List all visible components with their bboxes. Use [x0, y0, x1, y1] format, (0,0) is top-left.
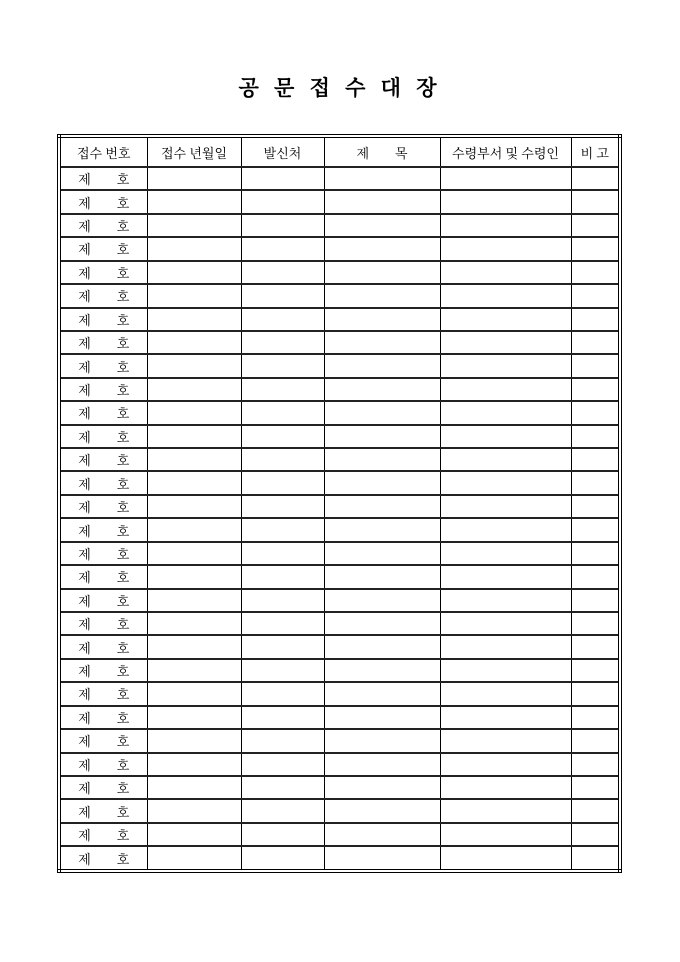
empty-cell-recipient-dept [440, 799, 571, 822]
empty-cell-receipt-date [147, 261, 241, 284]
empty-cell-sender [241, 799, 324, 822]
empty-cell-recipient-dept [440, 425, 571, 448]
row-label-cell: 제 호 [59, 518, 147, 541]
col-header-remarks: 비 고 [571, 136, 620, 167]
empty-cell-subject [324, 753, 440, 776]
empty-cell-remarks [571, 378, 620, 401]
empty-cell-recipient-dept [440, 214, 571, 237]
empty-cell-sender [241, 425, 324, 448]
empty-cell-receipt-date [147, 846, 241, 871]
empty-cell-receipt-date [147, 753, 241, 776]
empty-cell-sender [241, 308, 324, 331]
col-header-receipt-number: 접수 번호 [59, 136, 147, 167]
empty-cell-subject [324, 776, 440, 799]
empty-cell-receipt-date [147, 425, 241, 448]
empty-cell-receipt-date [147, 331, 241, 354]
empty-cell-subject [324, 237, 440, 260]
empty-cell-remarks [571, 354, 620, 377]
empty-cell-recipient-dept [440, 190, 571, 213]
row-label-cell: 제 호 [59, 167, 147, 190]
row-label-cell: 제 호 [59, 495, 147, 518]
empty-cell-receipt-date [147, 495, 241, 518]
empty-cell-sender [241, 331, 324, 354]
empty-cell-subject [324, 706, 440, 729]
table-row [59, 776, 620, 799]
empty-cell-recipient-dept [440, 776, 571, 799]
empty-cell-remarks [571, 471, 620, 494]
empty-cell-sender [241, 495, 324, 518]
row-label-cell: 제 호 [59, 729, 147, 752]
col-header-sender: 발신처 [241, 136, 324, 167]
empty-cell-remarks [571, 589, 620, 612]
empty-cell-sender [241, 471, 324, 494]
empty-cell-sender [241, 682, 324, 705]
table-row [59, 425, 620, 448]
empty-cell-sender [241, 706, 324, 729]
table-row [59, 659, 620, 682]
empty-cell-sender [241, 261, 324, 284]
empty-cell-recipient-dept [440, 284, 571, 307]
table-row [59, 471, 620, 494]
table-row [59, 823, 620, 846]
row-label-cell: 제 호 [59, 635, 147, 658]
empty-cell-receipt-date [147, 565, 241, 588]
table-row [59, 589, 620, 612]
empty-cell-subject [324, 823, 440, 846]
row-label-cell: 제 호 [59, 354, 147, 377]
row-label-cell: 제 호 [59, 401, 147, 424]
empty-cell-sender [241, 612, 324, 635]
empty-cell-remarks [571, 823, 620, 846]
empty-cell-remarks [571, 448, 620, 471]
row-label-cell: 제 호 [59, 378, 147, 401]
empty-cell-recipient-dept [440, 471, 571, 494]
empty-cell-remarks [571, 542, 620, 565]
empty-cell-receipt-date [147, 167, 241, 190]
empty-cell-sender [241, 659, 324, 682]
row-label-cell: 제 호 [59, 214, 147, 237]
empty-cell-sender [241, 448, 324, 471]
empty-cell-sender [241, 565, 324, 588]
table-row [59, 729, 620, 752]
row-label-cell: 제 호 [59, 612, 147, 635]
empty-cell-receipt-date [147, 237, 241, 260]
receipt-register-table [57, 134, 622, 873]
empty-cell-remarks [571, 425, 620, 448]
empty-cell-receipt-date [147, 471, 241, 494]
empty-cell-sender [241, 823, 324, 846]
empty-cell-remarks [571, 753, 620, 776]
empty-cell-subject [324, 308, 440, 331]
empty-cell-subject [324, 261, 440, 284]
empty-cell-receipt-date [147, 518, 241, 541]
empty-cell-sender [241, 190, 324, 213]
empty-cell-sender [241, 846, 324, 871]
row-label-cell: 제 호 [59, 799, 147, 822]
row-label-cell: 제 호 [59, 565, 147, 588]
table-row [59, 799, 620, 822]
empty-cell-receipt-date [147, 682, 241, 705]
empty-cell-subject [324, 167, 440, 190]
empty-cell-remarks [571, 261, 620, 284]
col-header-recipient-dept: 수령부서 및 수령인 [440, 136, 571, 167]
empty-cell-subject [324, 682, 440, 705]
empty-cell-remarks [571, 331, 620, 354]
empty-cell-recipient-dept [440, 448, 571, 471]
table-header [59, 136, 620, 167]
empty-cell-subject [324, 518, 440, 541]
row-label-cell: 제 호 [59, 425, 147, 448]
empty-cell-subject [324, 589, 440, 612]
empty-cell-receipt-date [147, 729, 241, 752]
row-label-cell: 제 호 [59, 448, 147, 471]
empty-cell-receipt-date [147, 706, 241, 729]
table-row [59, 378, 620, 401]
empty-cell-subject [324, 214, 440, 237]
row-label-cell: 제 호 [59, 589, 147, 612]
row-label-cell: 제 호 [59, 659, 147, 682]
table-body [59, 167, 620, 871]
empty-cell-sender [241, 214, 324, 237]
empty-cell-recipient-dept [440, 846, 571, 871]
empty-cell-recipient-dept [440, 261, 571, 284]
table-row [59, 846, 620, 871]
table-row [59, 495, 620, 518]
empty-cell-sender [241, 542, 324, 565]
empty-cell-subject [324, 565, 440, 588]
row-label-cell: 제 호 [59, 190, 147, 213]
col-header-subject: 제 목 [324, 136, 440, 167]
table-row [59, 612, 620, 635]
empty-cell-receipt-date [147, 378, 241, 401]
empty-cell-receipt-date [147, 823, 241, 846]
empty-cell-subject [324, 659, 440, 682]
empty-cell-recipient-dept [440, 635, 571, 658]
table-row [59, 635, 620, 658]
empty-cell-sender [241, 284, 324, 307]
table-row [59, 542, 620, 565]
empty-cell-recipient-dept [440, 589, 571, 612]
empty-cell-remarks [571, 776, 620, 799]
row-label-cell: 제 호 [59, 823, 147, 846]
table-row [59, 518, 620, 541]
table-row [59, 331, 620, 354]
empty-cell-recipient-dept [440, 659, 571, 682]
row-label-cell: 제 호 [59, 471, 147, 494]
empty-cell-receipt-date [147, 612, 241, 635]
table-row [59, 214, 620, 237]
empty-cell-remarks [571, 612, 620, 635]
table-row [59, 237, 620, 260]
empty-cell-recipient-dept [440, 378, 571, 401]
empty-cell-recipient-dept [440, 729, 571, 752]
empty-cell-recipient-dept [440, 354, 571, 377]
col-header-receipt-date: 접수 년월일 [147, 136, 241, 167]
empty-cell-subject [324, 495, 440, 518]
table-row [59, 565, 620, 588]
empty-cell-receipt-date [147, 308, 241, 331]
empty-cell-recipient-dept [440, 495, 571, 518]
row-label-cell: 제 호 [59, 753, 147, 776]
empty-cell-recipient-dept [440, 612, 571, 635]
row-label-cell: 제 호 [59, 308, 147, 331]
empty-cell-sender [241, 401, 324, 424]
empty-cell-recipient-dept [440, 823, 571, 846]
empty-cell-recipient-dept [440, 331, 571, 354]
empty-cell-remarks [571, 729, 620, 752]
empty-cell-subject [324, 729, 440, 752]
header-row [59, 136, 620, 167]
row-label-cell: 제 호 [59, 331, 147, 354]
row-label-cell: 제 호 [59, 776, 147, 799]
empty-cell-remarks [571, 565, 620, 588]
empty-cell-subject [324, 190, 440, 213]
empty-cell-subject [324, 378, 440, 401]
empty-cell-remarks [571, 401, 620, 424]
table-row [59, 190, 620, 213]
empty-cell-receipt-date [147, 589, 241, 612]
empty-cell-recipient-dept [440, 308, 571, 331]
empty-cell-subject [324, 425, 440, 448]
empty-cell-recipient-dept [440, 565, 571, 588]
empty-cell-remarks [571, 190, 620, 213]
empty-cell-remarks [571, 167, 620, 190]
table-row [59, 682, 620, 705]
empty-cell-remarks [571, 846, 620, 871]
empty-cell-receipt-date [147, 284, 241, 307]
table-row [59, 354, 620, 377]
empty-cell-recipient-dept [440, 542, 571, 565]
empty-cell-receipt-date [147, 659, 241, 682]
empty-cell-receipt-date [147, 542, 241, 565]
empty-cell-receipt-date [147, 190, 241, 213]
empty-cell-recipient-dept [440, 167, 571, 190]
table-row [59, 753, 620, 776]
empty-cell-subject [324, 471, 440, 494]
empty-cell-remarks [571, 214, 620, 237]
empty-cell-remarks [571, 635, 620, 658]
empty-cell-subject [324, 612, 440, 635]
empty-cell-receipt-date [147, 776, 241, 799]
empty-cell-sender [241, 635, 324, 658]
empty-cell-remarks [571, 284, 620, 307]
empty-cell-receipt-date [147, 214, 241, 237]
empty-cell-subject [324, 401, 440, 424]
empty-cell-recipient-dept [440, 682, 571, 705]
empty-cell-subject [324, 799, 440, 822]
empty-cell-remarks [571, 308, 620, 331]
empty-cell-remarks [571, 495, 620, 518]
empty-cell-recipient-dept [440, 753, 571, 776]
empty-cell-sender [241, 378, 324, 401]
empty-cell-sender [241, 167, 324, 190]
empty-cell-recipient-dept [440, 237, 571, 260]
table-row [59, 167, 620, 190]
empty-cell-remarks [571, 799, 620, 822]
empty-cell-subject [324, 448, 440, 471]
empty-cell-subject [324, 331, 440, 354]
empty-cell-receipt-date [147, 448, 241, 471]
row-label-cell: 제 호 [59, 846, 147, 871]
empty-cell-remarks [571, 237, 620, 260]
row-label-cell: 제 호 [59, 706, 147, 729]
empty-cell-sender [241, 753, 324, 776]
table-row [59, 706, 620, 729]
empty-cell-remarks [571, 518, 620, 541]
empty-cell-sender [241, 354, 324, 377]
empty-cell-receipt-date [147, 799, 241, 822]
empty-cell-sender [241, 776, 324, 799]
table-row [59, 401, 620, 424]
empty-cell-sender [241, 237, 324, 260]
table-row [59, 284, 620, 307]
table-row [59, 308, 620, 331]
empty-cell-receipt-date [147, 401, 241, 424]
empty-cell-recipient-dept [440, 518, 571, 541]
row-label-cell: 제 호 [59, 284, 147, 307]
empty-cell-subject [324, 542, 440, 565]
empty-cell-remarks [571, 659, 620, 682]
empty-cell-recipient-dept [440, 401, 571, 424]
empty-cell-remarks [571, 706, 620, 729]
row-label-cell: 제 호 [59, 682, 147, 705]
empty-cell-subject [324, 354, 440, 377]
empty-cell-subject [324, 284, 440, 307]
empty-cell-sender [241, 518, 324, 541]
page-title: 공 문 접 수 대 장 [238, 76, 442, 100]
table-row [59, 448, 620, 471]
empty-cell-sender [241, 589, 324, 612]
empty-cell-receipt-date [147, 635, 241, 658]
empty-cell-subject [324, 846, 440, 871]
empty-cell-receipt-date [147, 354, 241, 377]
empty-cell-recipient-dept [440, 706, 571, 729]
row-label-cell: 제 호 [59, 542, 147, 565]
row-label-cell: 제 호 [59, 261, 147, 284]
table-row [59, 261, 620, 284]
empty-cell-sender [241, 729, 324, 752]
empty-cell-subject [324, 635, 440, 658]
empty-cell-remarks [571, 682, 620, 705]
row-label-cell: 제 호 [59, 237, 147, 260]
